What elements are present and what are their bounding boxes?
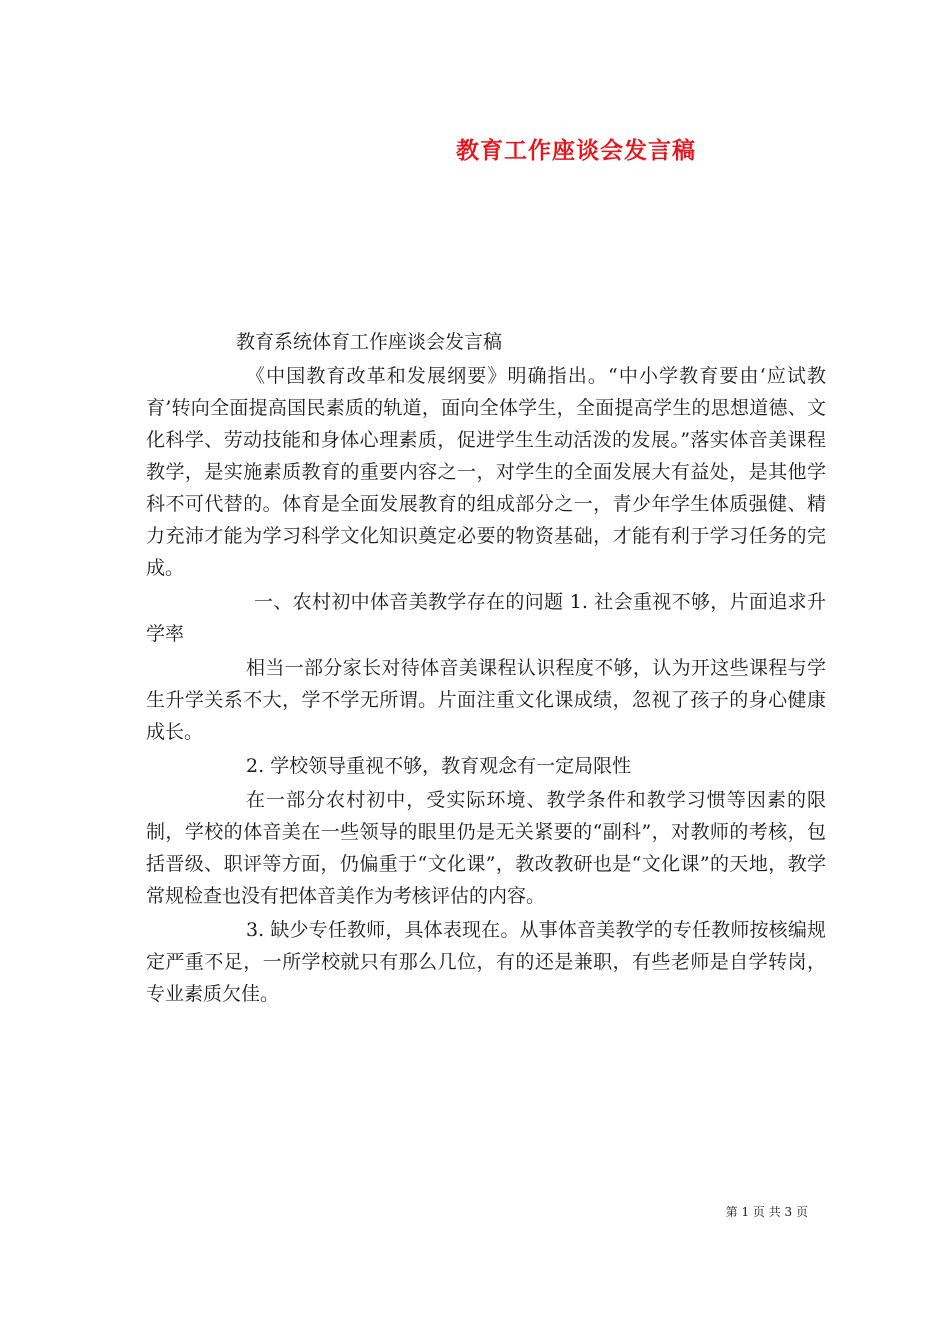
body-paragraph: 3. 缺少专任教师，具体表现在。从事体音美教学的专任教师按核编规定严重不足，一所学校就只有那么几位，有的还是兼职，有些老师是自学转岗，专业素质欠佳。 bbox=[146, 919, 826, 1005]
intro-paragraph: 《中国教育改革和发展纲要》明确指出。“中小学教育要由‘应试教育’转向全面提高国民素质的轨道，面向全体学生，全面提高学生的思想道德、文化科学、劳动技能和身体心理素质，促进学生生动活泼的发展。”落实体音美课程教学，是实施素质教育的重要内容之一，对学生的全面发展大有益处，是其他学科不可代替的。体育是全面发展教育的组成部分之一，青少年学生体质强健、精力充沛才能为学习科学文化知识奠定必要的物资基础，才能有利于学习任务的完成。 bbox=[146, 365, 826, 579]
subtitle-paragraph: 教育系统体育工作座谈会发言稿 bbox=[236, 331, 503, 353]
subheading-paragraph: 2. 学校领导重视不够，教育观念有一定局限性 bbox=[246, 755, 632, 777]
section-heading-paragraph: 一、农村初中体音美教学存在的问题 1. 社会重视不够，片面追求升学率 bbox=[146, 591, 826, 645]
page-footer: 第 1 页 共 3 页 bbox=[725, 1205, 808, 1219]
body-paragraph: 相当一部分家长对待体音美课程认识程度不够，认为开这些课程与学生升学关系不大，学不学无所谓。片面注重文化课成绩，忽视了孩子的身心健康成长。 bbox=[146, 657, 826, 743]
body-paragraph: 在一部分农村初中，受实际环境、教学条件和教学习惯等因素的限制，学校的体音美在一些领导的眼里仍是无关紧要的“副科”，对教师的考核，包括晋级、职评等方面，仍偏重于“文化课”，教改教研也是“文化课”的天地，教学常规检查也没有把体音美作为考核评估的内容。 bbox=[146, 789, 826, 907]
document-title: 教育工作座谈会发言稿 bbox=[456, 137, 696, 164]
document-body bbox=[146, 326, 826, 1012]
